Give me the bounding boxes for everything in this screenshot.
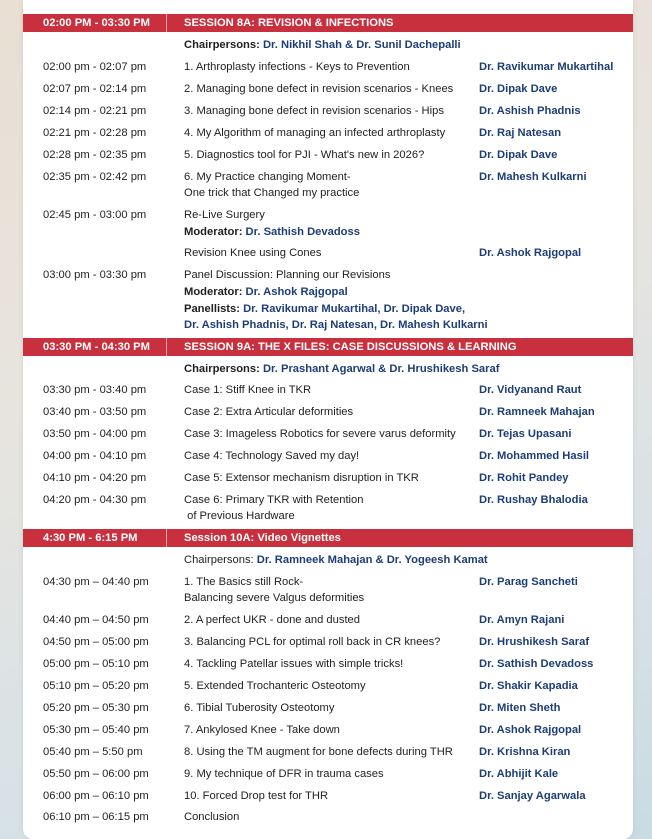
header-divider — [166, 14, 167, 32]
row-topic: 5. Diagnostics tool for PJI - What's new in 2026? — [184, 149, 425, 161]
agenda-card — [23, 0, 633, 839]
row-topic: 2. A perfect UKR - done and dusted — [184, 614, 361, 626]
row-speaker: Dr. Vidyanand Raut — [479, 384, 582, 396]
row-time: 05:40 pm – 5:50 pm — [43, 746, 143, 758]
header-divider — [166, 529, 167, 547]
row-topic: 2. Managing bone defect in revision scenarios - Knees — [184, 83, 454, 95]
row-speaker: Dr. Sathish Devadoss — [479, 658, 594, 670]
row-time: 04:50 pm – 05:00 pm — [43, 636, 149, 648]
row-topic: Case 1: Stiff Knee in TKR — [184, 384, 312, 396]
row-speaker: Dr. Mahesh Kulkarni — [479, 171, 587, 183]
row-topic: 4. My Algorithm of managing an infected arthroplasty — [184, 127, 446, 139]
row-topic-line2: Balancing severe Valgus deformities — [184, 592, 365, 604]
row-speaker: Dr. Abhijit Kale — [479, 768, 559, 780]
session-title: SESSION 8A: REVISION & INFECTIONS — [184, 17, 394, 29]
row-speaker: Dr. Amyn Rajani — [479, 614, 565, 626]
row-time: 03:00 pm - 03:30 pm — [43, 269, 147, 281]
row-time: 02:21 pm - 02:28 pm — [43, 127, 147, 139]
row-speaker: Dr. Sanjay Agarwala — [479, 790, 586, 802]
row-topic: 5. Extended Trochanteric Osteotomy — [184, 680, 366, 692]
row-time: 04:10 pm - 04:20 pm — [43, 472, 147, 484]
chairpersons-label: Chairpersons: — [184, 39, 263, 51]
session-header — [23, 14, 633, 32]
row-topic: 1. The Basics still Rock- — [184, 576, 304, 588]
session-time: 02:00 PM - 03:30 PM — [43, 17, 150, 29]
row-speaker: Dr. Ashok Rajgopal — [479, 724, 582, 736]
row-time: 06:10 pm – 06:15 pm — [43, 811, 149, 823]
row-time: 02:14 pm - 02:21 pm — [43, 105, 147, 117]
row-topic: 4. Tackling Patellar issues with simple tricks! — [184, 658, 404, 670]
chairpersons-names: Dr. Nikhil Shah & Dr. Sunil Dachepalli — [262, 39, 461, 51]
row-speaker: Dr. Raj Natesan — [479, 127, 562, 139]
moderator-label: Moderator: — [184, 226, 246, 238]
session-time: 4:30 PM - 6:15 PM — [43, 532, 138, 544]
row-time: 02:35 pm - 02:42 pm — [43, 171, 147, 183]
header-divider — [166, 338, 167, 356]
chairpersons-label: Chairpersons: — [184, 363, 263, 375]
row-speaker: Dr. Ramneek Mahajan — [479, 406, 595, 418]
session-title: Session 10A: Video Vignettes — [184, 532, 341, 544]
row-time: 05:50 pm – 06:00 pm — [43, 768, 149, 780]
row-time: 02:45 pm - 03:00 pm — [43, 209, 147, 221]
row-topic: 6. Tibial Tuberosity Osteotomy — [184, 702, 335, 714]
row-time: 03:40 pm - 03:50 pm — [43, 406, 147, 418]
row-speaker: Dr. Miten Sheth — [479, 702, 561, 714]
row-topic: Panel Discussion: Planning our Revisions — [184, 269, 391, 281]
row-speaker: Dr. Ashok Rajgopal — [479, 247, 582, 259]
row-topic: Case 3: Imageless Robotics for severe varus deformity — [184, 428, 456, 440]
row-speaker: Dr. Mohammed Hasil — [479, 450, 590, 462]
row-time: 04:30 pm – 04:40 pm — [43, 576, 149, 588]
row-topic: Re-Live Surgery — [184, 209, 265, 221]
row-speaker: Dr. Parag Sancheti — [479, 576, 578, 588]
row-speaker: Dr. Dipak Dave — [479, 149, 558, 161]
row-topic: 6. My Practice changing Moment- — [184, 171, 351, 183]
panellists-label: Panellists: — [184, 303, 244, 315]
row-topic: Conclusion — [184, 811, 240, 823]
row-speaker: Dr. Ashish Phadnis — [479, 105, 581, 117]
session-title: SESSION 9A: THE X FILES: CASE DISCUSSIONS & LEARNING — [184, 341, 517, 353]
row-topic: 10. Forced Drop test for THR — [184, 790, 329, 802]
session-time: 03:30 PM - 04:30 PM — [43, 341, 150, 353]
session-header — [23, 338, 633, 356]
row-time: 03:30 pm - 03:40 pm — [43, 384, 147, 396]
row-speaker: Dr. Ravikumar Mukartihal — [479, 61, 614, 73]
row-speaker: Dr. Hrushikesh Saraf — [479, 636, 590, 648]
panellists-names-line2: Dr. Ashish Phadnis, Dr. Raj Natesan, Dr. Mahesh Kulkarni — [184, 319, 488, 331]
row-time: 05:10 pm – 05:20 pm — [43, 680, 149, 692]
row-time: 04:20 pm - 04:30 pm — [43, 494, 147, 506]
row-time: 03:50 pm - 04:00 pm — [43, 428, 147, 440]
row-time: 02:07 pm - 02:14 pm — [43, 83, 147, 95]
row-speaker: Dr. Krishna Kiran — [479, 746, 571, 758]
row-topic: Case 5: Extensor mechanism disruption in TKR — [184, 472, 419, 484]
moderator-name: Dr. Ashok Rajgopal — [245, 286, 348, 298]
row-topic: Case 2: Extra Articular deformities — [184, 406, 354, 418]
row-topic-line2: One trick that Changed my practice — [184, 187, 360, 199]
moderator-label: Moderator: — [184, 286, 246, 298]
row-speaker: Dr. Rohit Pandey — [479, 472, 569, 484]
row-topic: Case 6: Primary TKR with Retention — [184, 494, 364, 506]
row-speaker: Dr. Rushay Bhalodia — [479, 494, 588, 506]
chairpersons-names: Dr. Prashant Agarwal & Dr. Hrushikesh Saraf — [262, 363, 500, 375]
row-topic: 1. Arthroplasty infections - Keys to Prevention — [184, 61, 410, 73]
row-speaker: Dr. Shakir Kapadia — [479, 680, 578, 692]
row-time: 02:28 pm - 02:35 pm — [43, 149, 147, 161]
row-time: 05:20 pm – 05:30 pm — [43, 702, 149, 714]
moderator-name: Dr. Sathish Devadoss — [245, 226, 360, 238]
chairpersons-names: Dr. Ramneek Mahajan & Dr. Yogeesh Kamat — [256, 554, 488, 566]
row-topic: 7. Ankylosed Knee - Take down — [184, 724, 340, 736]
row-speaker: Dr. Dipak Dave — [479, 83, 558, 95]
row-topic: 3. Balancing PCL for optimal roll back in CR knees? — [184, 636, 441, 648]
row-time: 05:00 pm – 05:10 pm — [43, 658, 149, 670]
row-topic: Revision Knee using Cones — [184, 247, 322, 259]
row-topic: 3. Managing bone defect in revision scenarios - Hips — [184, 105, 444, 117]
chairpersons-label: Chairpersons: — [184, 554, 257, 566]
row-speaker: Dr. Tejas Upasani — [479, 428, 572, 440]
row-topic: 8. Using the TM augment for bone defects during THR — [184, 746, 453, 758]
row-topic: 9. My technique of DFR in trauma cases — [184, 768, 384, 780]
row-time: 02:00 pm - 02:07 pm — [43, 61, 147, 73]
panellists-names: Dr. Ravikumar Mukartihal, Dr. Dipak Dave, — [243, 303, 466, 315]
row-topic: Case 4: Technology Saved my day! — [184, 450, 360, 462]
row-topic-line2: of Previous Hardware — [184, 510, 295, 522]
row-time: 06:00 pm – 06:10 pm — [43, 790, 149, 802]
row-time: 05:30 pm – 05:40 pm — [43, 724, 149, 736]
session-header — [23, 529, 633, 547]
row-time: 04:40 pm – 04:50 pm — [43, 614, 149, 626]
row-time: 04:00 pm - 04:10 pm — [43, 450, 147, 462]
